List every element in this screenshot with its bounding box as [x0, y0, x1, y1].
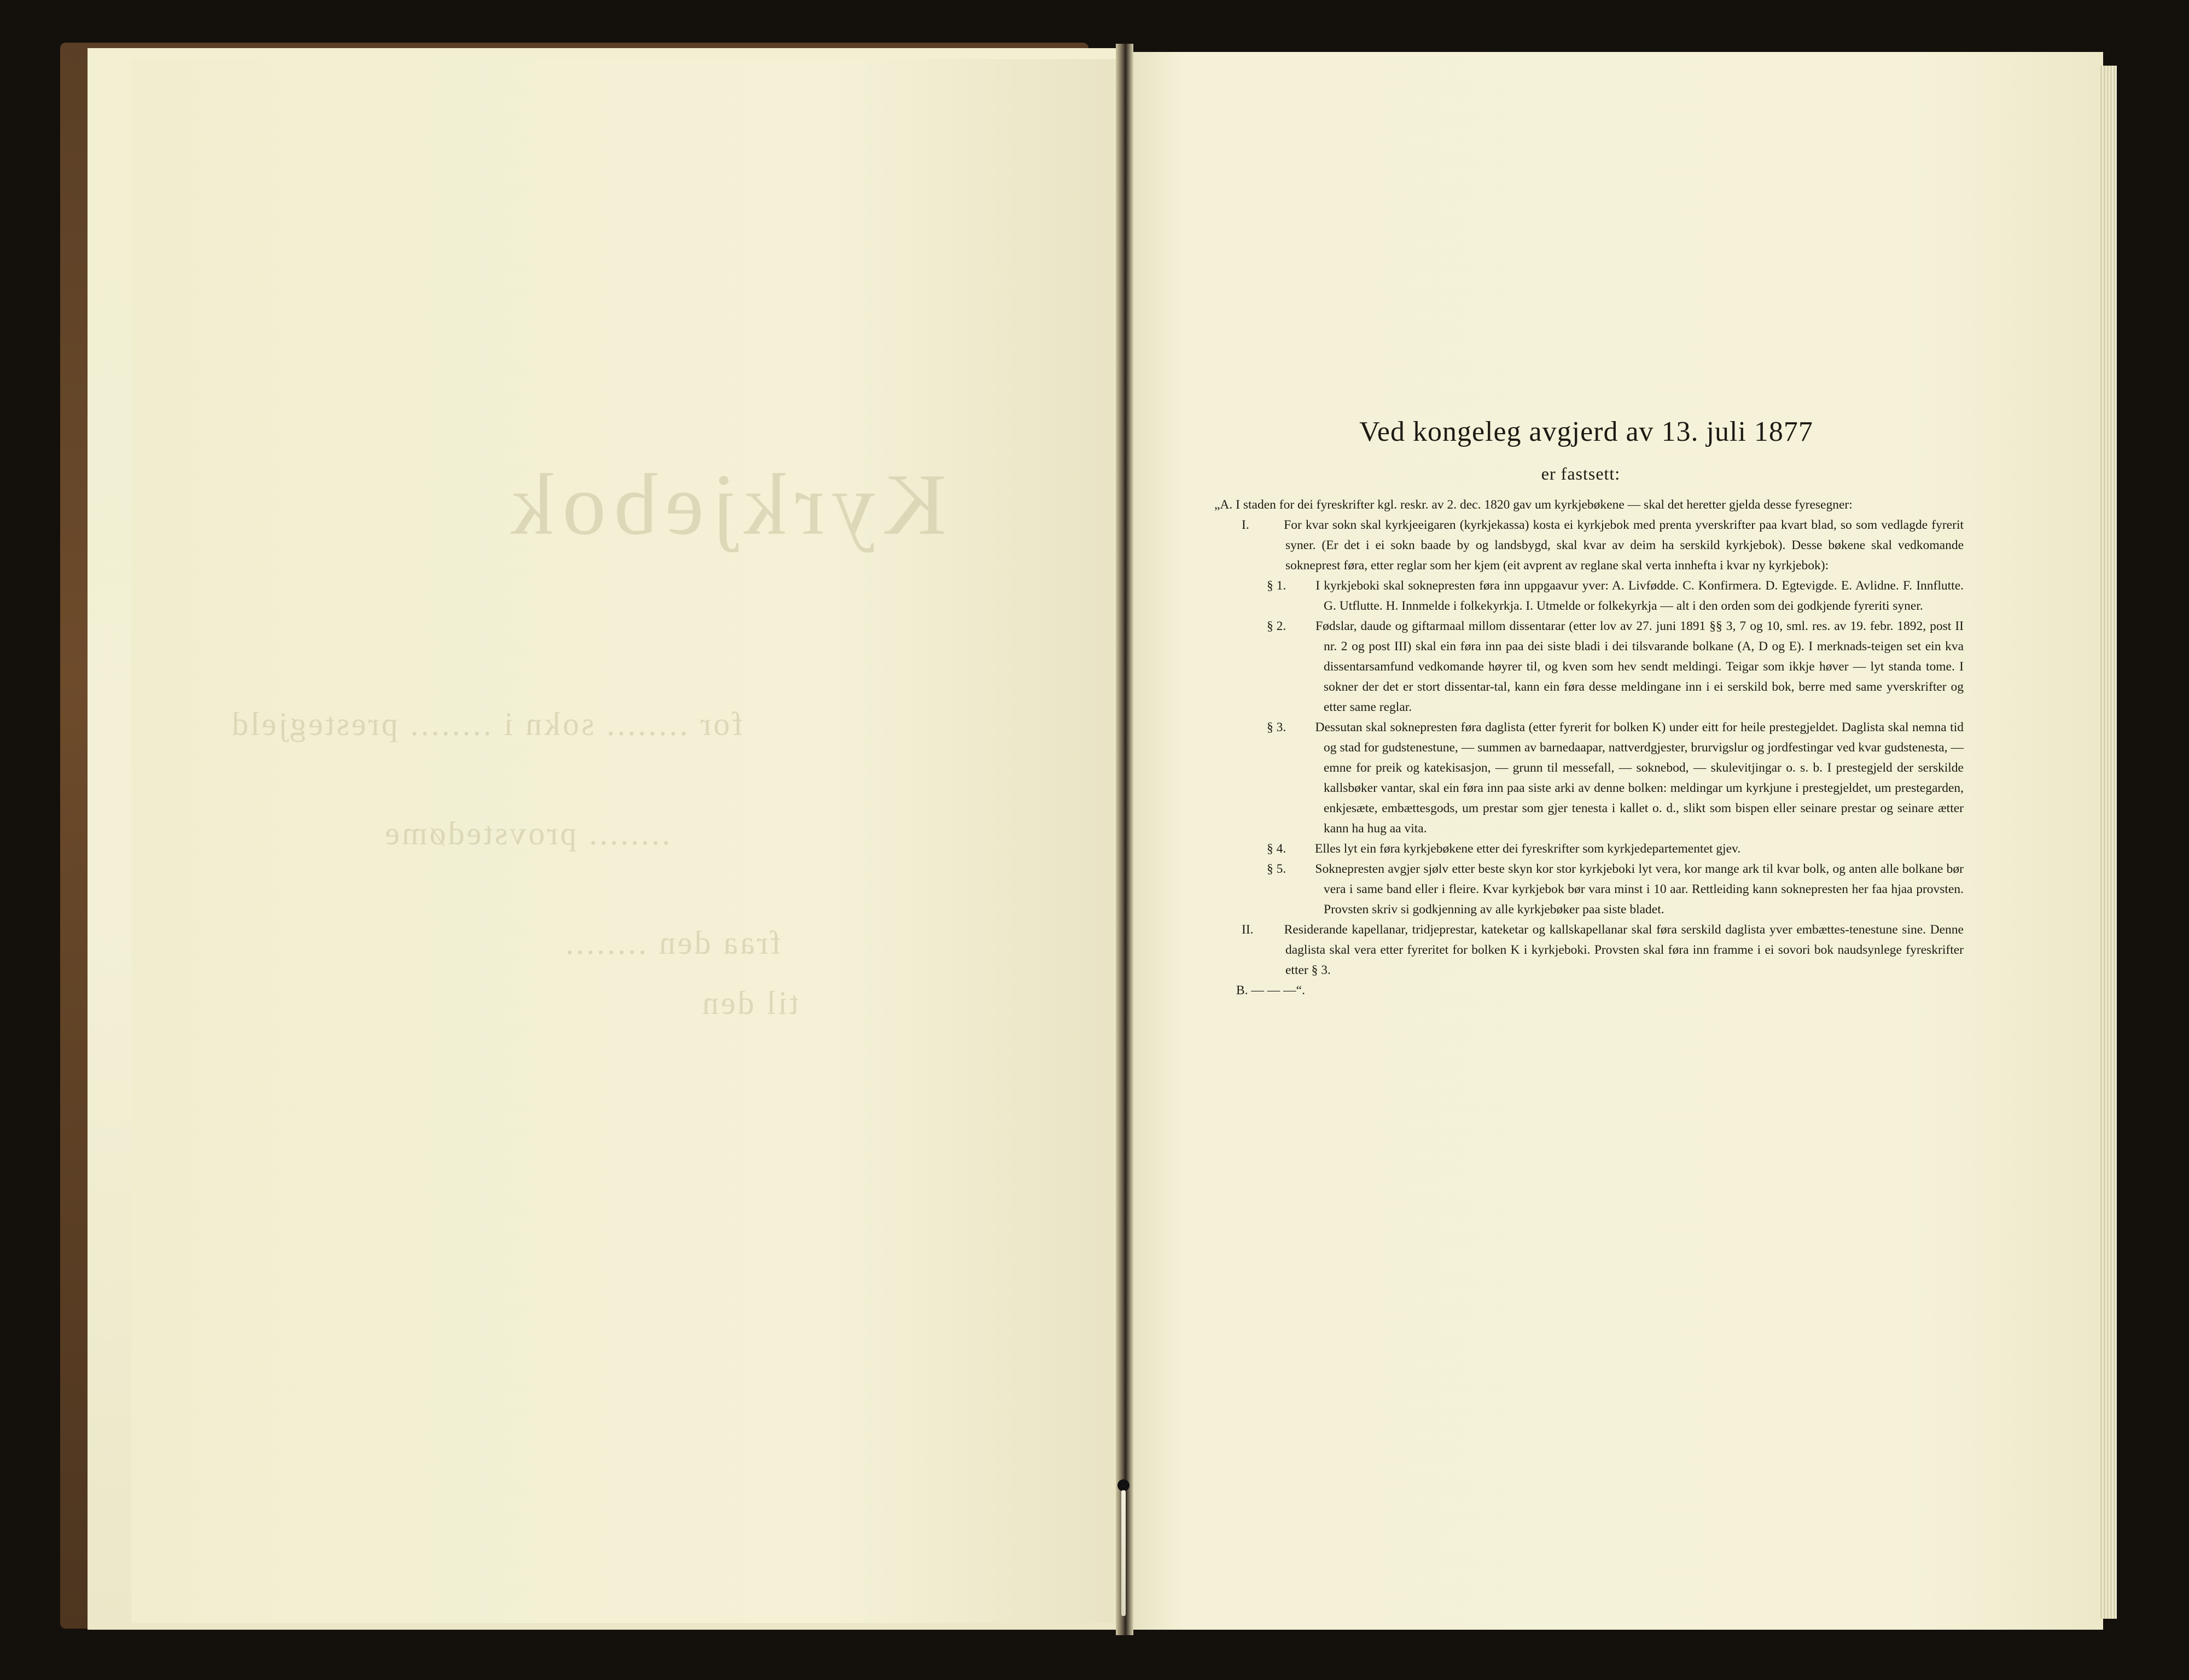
bleed-through-line: for ........ sokn i ........ prestegjeld	[230, 706, 743, 742]
section-4	[1258, 839, 1964, 859]
section-text: Elles lyt ein føra kyrkjebøkene etter dei fyreskrifter som kyrkjedepartementet gjev.	[1314, 842, 1741, 856]
section-label: § 1.	[1267, 579, 1286, 593]
paragraph-i	[1236, 515, 1964, 576]
paragraph-a-intro: „A. I staden for dei fyreskrifter kgl. reskr. av 2. dec. 1820 gav um kyrkjebøkene — skal det heretter gjelda desse fyresegner:	[1214, 498, 1853, 512]
paragraph-text: For kvar sokn skal kyrkjeeigaren (kyrkjekassa) kosta ei kyrkjebok med prenta yverskrifter paa kvart blad, so som vedlagde fyrerit syner. (Er det i ei sokn baade by og landsbygd, skal kvar av deim ha serskild kyrkjebok). Desse bøkene skal vedkomande sokneprest føra, etter reglar som her kjem (eit avprent av reglane skal verta innhefta i kvar ny kyrkjebok):	[1284, 518, 1964, 573]
paragraph-text: Residerande kapellanar, tridjeprestar, kateketar og kallskapellanar skal føra serskild daglista yver embættes-tenestune sine. Denne daglista skal vera etter fyreritet for bolken K i kyrkjeboki. Provsten skal føra inn framme i ei sovori bok naudsynlege fyreskrifter etter § 3.	[1284, 923, 1964, 977]
paragraph-label: I.	[1242, 518, 1249, 532]
bleed-through-line: ........ provstedøme	[383, 815, 670, 851]
binding-stitch	[1117, 1479, 1130, 1491]
section-3	[1258, 718, 1964, 839]
page-title: Ved kongeleg avgjerd av 13. juli 1877	[1359, 416, 1813, 447]
page-subtitle: er fastsett:	[1541, 464, 1621, 483]
paragraph-b: B. — — —“.	[1236, 983, 1305, 998]
paragraph-label: II.	[1242, 923, 1254, 937]
section-label: § 2.	[1267, 619, 1286, 633]
section-2	[1258, 616, 1964, 718]
bleed-through-title: Kyrkjebok	[503, 456, 947, 553]
section-label: § 3.	[1267, 720, 1286, 734]
bleed-through-line: til den	[700, 985, 799, 1021]
decree-text	[1214, 495, 1964, 1001]
page-edges	[2100, 66, 2117, 1619]
section-label: § 5.	[1267, 862, 1286, 876]
section-label: § 4.	[1267, 842, 1286, 856]
binding-thread	[1121, 1490, 1126, 1616]
paragraph-ii	[1236, 920, 1964, 981]
section-text: Dessutan skal soknepresten føra daglista (etter fyrerit for bolken K) under eitt for heile prestegjeldet. Daglista skal nemna tid og stad for gudstenestune, — summen av barnedaapar, nattverdgjester, brurvigslur og jordfestingar ved kvar gudstenesta, — emne for preik og katekisasjon, — grunn til messefall, — soknebod, — skulevitjingar o. s. b. I prestegjeld der serskilde kallsbøker vantar, skal ein føra inn paa siste arki av denne bolken: meldingar um kyrkjune i prestegjeldet, um prestegarden, enkjesæte, embættesgods, um prestar som gjer tenesta i kallet o. d., slikt som bispen eller seinare prestar og seinare ætter kann ha hug aa vita.	[1315, 720, 1964, 836]
book-gutter	[1116, 44, 1133, 1635]
section-5	[1258, 859, 1964, 920]
section-text: Soknepresten avgjer sjølv etter beste skyn kor stor kyrkjeboki lyt vera, kor mange ark til kvar bolk, og anten alle bolkane bør vera i same band eller i fleire. Kvar kyrkjebok bør vara minst i 10 aar. Rettleiding kann soknepresten her faa hjaa provsten. Provsten skriv si godkjenning av alle kyrkjebøker paa siste bladet.	[1315, 862, 1964, 917]
section-1	[1258, 576, 1964, 616]
section-text: Fødslar, daude og giftarmaal millom dissentarar (etter lov av 27. juni 1891 §§ 3, 7 og 10, sml. res. av 19. febr. 1892, post II nr. 2 og post III) skal ein føra inn paa dei siste bladi i dei tilsvarande bolkane (A, D og E). I merknads-teigen set ein kva dissentarsamfund vedkomande høyrer til, og kven som hev sendt meldingi. Teigar som ikkje høver — lyt standa tome. I sokner der det er stort dissentar-tal, kann ein føra desse meldingane inn i ei serskild bok, berre med same yverskrifter og etter same reglar.	[1315, 619, 1964, 714]
bleed-through-line: fraa den ........	[563, 925, 781, 961]
section-text: I kyrkjeboki skal soknepresten føra inn uppgaavur yver: A. Livfødde. C. Konfirmera. D. Egtevigde. E. Avlidne. F. Innflutte. G. Utflutte. H. Innmelde i folkekyrkja. I. Utmelde or folkekyrkja — alt i den orden som dei godkjende fyreriti syner.	[1315, 579, 1964, 613]
